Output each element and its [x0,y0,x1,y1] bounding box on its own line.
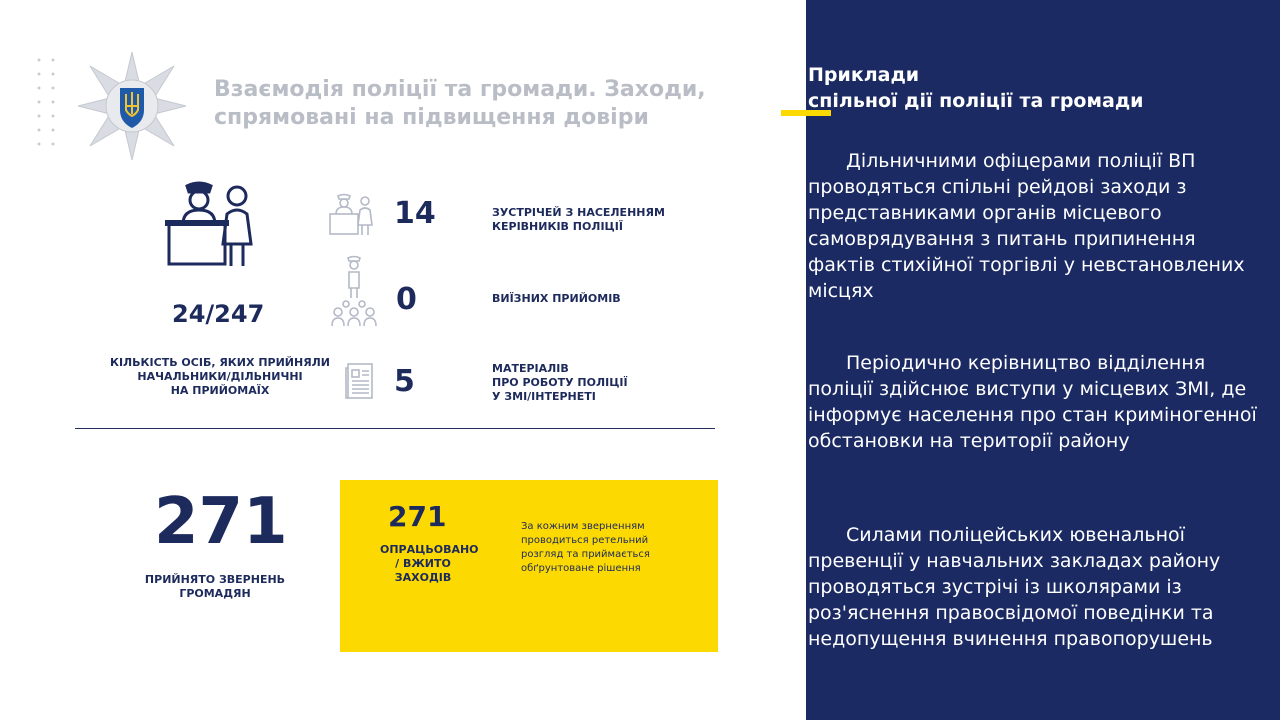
meetings-count: 14 [394,196,436,231]
sidebar-title: Приклади спільної дії поліції та громади [808,64,1144,112]
officer-with-group-icon [330,254,378,332]
newspaper-icon [344,362,374,400]
field-receptions-count: 0 [396,282,417,317]
media-materials-label: МАТЕРІАЛІВ ПРО РОБОТУ ПОЛІЦІЇ У ЗМІ/ІНТЕРНЕТІ [492,362,628,403]
officer-reception-icon [165,180,265,272]
appeals-processed-count: 271 [388,500,447,533]
media-materials-count: 5 [394,364,415,399]
appeals-received-count: 271 [154,485,288,559]
section-divider [75,428,715,429]
receptions-label: КІЛЬКІСТЬ ОСІБ, ЯКИХ ПРИЙНЯЛИ НАЧАЛЬНИКИ/ДІЛЬНИЧНІ НА ПРИЙОМАЇХ [109,356,331,397]
sidebar-paragraph-3: Силами поліцейських ювенальної превенції у навчальних закладах району проводяться зустрічі із школярами із роз'яснення правосвідомої поведінки та недопущення вчинення правопорушень [808,524,1221,650]
page-title: Взаємодія поліції та громади. Заходи, спрямовані на підвищення довіри [214,77,706,130]
field-receptions-label: ВИЇЗНИХ ПРИЙОМІВ [492,292,621,305]
appeals-processed-label: ОПРАЦЬОВАНО / ВЖИТО ЗАХОДІВ [380,543,479,584]
appeals-note: За кожним зверненням проводиться ретельний розгляд та приймається обґрунтоване рішення [521,521,650,574]
appeals-received-label: ПРИЙНЯТО ЗВЕРНЕНЬ ГРОМАДЯН [144,573,286,600]
meetings-label: ЗУСТРІЧЕЙ З НАСЕЛЕННЯМ КЕРІВНИКІВ ПОЛІЦІЇ [492,206,665,233]
sidebar-paragraph-1: Дільничними офіцерами поліції ВП проводяться спільні рейдові заходи з представниками органів місцевого самоврядування з питань припинення фактів стихійної торгівлі у невстановлених місцях [808,150,1245,302]
sidebar-paragraph-2: Періодично керівництво відділення поліції здійснює виступи у місцевих ЗМІ, де інформує населення про стан криміногенної обстановки на території району [808,352,1257,452]
dot-grid-decoration [32,53,62,153]
officer-with-citizen-icon [328,192,380,238]
police-star-emblem [74,48,190,164]
receptions-count: 24/247 [172,300,265,328]
